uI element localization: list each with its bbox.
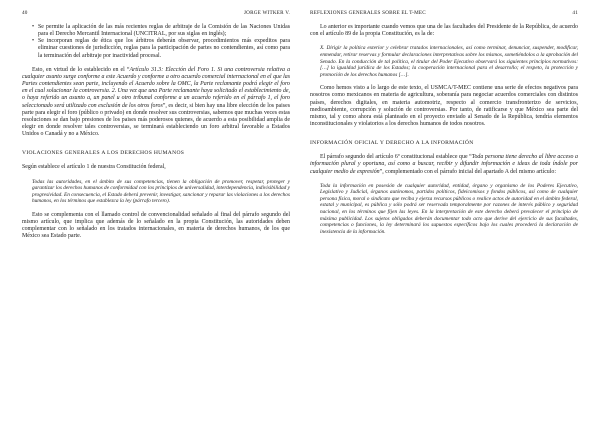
- page-number: 41: [572, 10, 578, 16]
- paragraph: Lo anterior es importante cuando vemos que una de las facultades del Presidente de la República, de acuerdo con el artículo 89 de la propia Constitución, es la de:: [310, 24, 578, 38]
- right-page-body: [310, 24, 578, 235]
- article-quote: Artículo 31.3: Elección del Foro 1. Si una controversia relativa a cualquier asunto surge conforme a este Acuerdo y conforme a otro acuerdo comercial internacional en el que las Partes contendientes sean parte, incluyendo el Acuerdo sobre la OMC, la Parte reclamante podrá elegir el foro en el cual solucionar la controversia. 2. Una vez que una Parte reclamante haya solicitado el establecimiento de, o haya referido un asunto a, un panel u otro tribunal conforme a un acuerdo referido en el párrafo 1, el foro seleccionado será utilizado con exclusión de los otros foros: [22, 66, 291, 109]
- block-quote: Toda la información en posesión de cualquier autoridad, entidad, órgano y organismo de los Poderes Ejecutivo, Legislativo y Judicial, órganos autónomos, partidos políticos, fideicomisos y fondos públicos, así como de cualquier persona física, moral o sindicato que reciba y ejerza recursos públicos o realice actos de autoridad en el ámbito federal, estatal y municipal, es pública y sólo podrá ser reservada temporalmente por razones de interés público y seguridad nacional, en los términos que fijen las leyes. En la interpretación de este derecho deberá prevalecer el principio de máxima publicidad. Los sujetos obligados deberán documentar todo acto que derive del ejercicio de sus facultades, competencias o funciones, la ley determinará los supuestos específicos bajo los cuales procederá la declaración de inexistencia de la información.: [320, 182, 578, 235]
- bullet-text: Se incorporan reglas de ética que los árbitros deberán observar, procedimientos más expeditos para eliminar cuestiones de jurisdicción, reglas para la participación de partes no contendientes, así como para la terminación del arbitraje por inactividad procesal.: [38, 38, 290, 59]
- left-page: [22, 0, 290, 431]
- bullet-list: [22, 24, 290, 60]
- running-head: REFLEXIONES GENERALES SOBRE EL T-MEC: [310, 10, 426, 16]
- paragraph: Esto se complementa con el llamado control de convencionalidad señalado al final del párrafo segundo del mismo artículo, que implica que además de lo señalado en la propia Constitución, las autoridades deben complementar con lo señalado en los tratados internacionales, en materia de derechos humanos, de los que México sea Estado parte.: [22, 211, 290, 240]
- list-item: [32, 38, 290, 59]
- right-page: [310, 0, 578, 431]
- right-page-header: [310, 10, 578, 20]
- left-page-header: [22, 10, 290, 20]
- article-quote: Toda persona tiene derecho al libre acceso a información plural y oportuna, así como a buscar, recibir y difundir información e ideas de toda índole por cualquier medio de expresión: [310, 154, 578, 175]
- paragraph: Según establece el artículo 1 de nuestra Constitución federal,: [22, 164, 166, 171]
- page-number: 40: [22, 10, 28, 16]
- list-item: [32, 24, 290, 38]
- section-heading: VIOLACIONES GENERALES A LOS DERECHOS HUMANOS: [22, 150, 185, 157]
- bullet-text: Se permite la aplicación de las más recientes reglas de arbitraje de la Comisión de las Naciones Unidas para el Derecho Mercantil Internacional (UNCITRAL, por sus siglas en inglés);: [38, 24, 290, 38]
- bullet-icon: •: [32, 38, 35, 45]
- running-head: JORGE WITKER V.: [243, 10, 290, 16]
- paragraph: El párrafo segundo del artículo 6º constitucional establece que “Toda persona tiene derecho al libre acceso a información plural y oportuna, así como a buscar, recibir y difundir información e ideas de toda índole por cualquier medio de expresión”, complementado con el párrafo inicial del apartado A del mismo artículo:: [310, 154, 578, 175]
- block-quote: X. Dirigir la política exterior y celebrar tratados internacionales, así como terminar, denunciar, suspender, modificar, enmendar, retirar reservas y formular declaraciones interpretativas sobre los mismos, sometiéndolos a la aprobación del Senado. En la conducción de tal política, el titular del Poder Ejecutivo observará los siguientes principios normativos: […] la igualdad jurídica de los Estados; la cooperación internacional para el desarrollo; el respeto, la protección y promoción de los derechos humanos […].: [320, 45, 578, 78]
- section-heading: INFORMACIÓN OFICIAL Y DERECHO A LA INFORMACIÓN: [310, 140, 474, 147]
- block-quote: Todas las autoridades, en el ámbito de sus competencias, tienen la obligación de promover, respetar, proteger y garantizar los derechos humanos de conformidad con los principios de universalidad, interdependencia, indivisibilidad y progresividad. En consecuencia, el Estado deberá prevenir, investigar, sancionar y reparar las violaciones a los derechos humanos, en los términos que establezca la ley (párrafo tercero).: [32, 178, 290, 205]
- paragraph: Esto, en virtud de lo establecido en el “Artículo 31.3: Elección del Foro 1. Si una controversia relativa a cualquier asunto surge conforme a este Acuerdo y conforme a otro acuerdo comercial internacional en el que las Partes contendientes sean parte, incluyendo el Acuerdo sobre la OMC, la Parte reclamante podrá elegir el foro en el cual solucionar la controversia. 2. Una vez que una Parte reclamante haya solicitado el establecimiento de, o haya referido un asunto a, un panel u otro tribunal conforme a un acuerdo referido en el párrafo 1, el foro seleccionado será utilizado con exclusión de los otros foros”, es decir, si bien hay una libre elección de los paises parte para elegir el foro (público o privado) en donde resolver sus controversias, sabemos que muchas veces estas resoluciones se dan bajo presiones de los paises más poderosos quienes, de acuerdo a esta posibilidad amplia de elegir en donde resolver tales controversias, se terminará estableciendo un foro arbitral favorable a Estados Unidos o Canadá y no a México.: [22, 66, 291, 138]
- paragraph: Como hemos visto a lo largo de este texto, el USMCA/T-MEC contiene una serie de efectos negativos para nosotros como mexicanos en materia de agricultura, soberanía para negociar acuerdos comerciales con distintos países, derechos digitales, en materia automotriz, respecto al comercio transfronterizo de servicios, medioambiente, corrupción y solución de controversias. Por tanto, de ratificarse y que México sea parte del mismo, tal y como ahora está planteado en el proyecto enviado al Senado de la República, tendría elementos inconstitucionales y violatorios a los derechos humanos de todos nosotros.: [310, 85, 578, 128]
- left-page-body: [22, 24, 290, 241]
- bullet-icon: •: [32, 24, 35, 30]
